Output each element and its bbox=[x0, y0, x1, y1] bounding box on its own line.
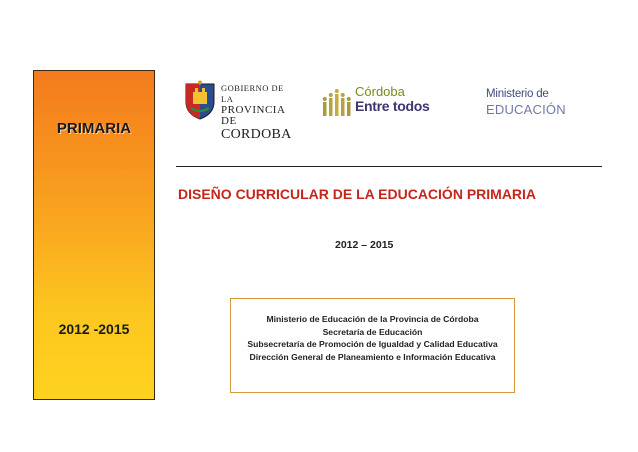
sidebar-years: 2012 -2015 bbox=[58, 321, 130, 337]
cordoba-entre-todos-logo bbox=[321, 84, 431, 120]
ministerio-line-1: Ministerio de bbox=[486, 88, 549, 100]
sidebar-panel bbox=[33, 70, 155, 400]
info-line: Ministerio de Educación de la Provincia de Córdoba bbox=[266, 314, 479, 324]
info-line: Secretaría de Educación bbox=[322, 326, 423, 337]
gobierno-line-1: GOBIERNO DE LA bbox=[221, 83, 284, 104]
document-years: 2012 – 2015 bbox=[335, 239, 394, 251]
gobierno-line-3: CORDOBA bbox=[221, 127, 292, 142]
ministerio-educacion-logo bbox=[486, 88, 566, 122]
provincial-shield-icon bbox=[183, 80, 217, 120]
ministerio-line-2: EDUCACIÓN bbox=[486, 102, 566, 117]
header-divider bbox=[176, 166, 602, 167]
gobierno-cordoba-logo bbox=[183, 80, 292, 142]
gobierno-line-2: PROVINCIA DE bbox=[221, 104, 285, 127]
people-bars-icon bbox=[321, 84, 353, 118]
institution-info-box bbox=[230, 298, 515, 393]
info-line: Dirección General de Planeamiento e Información Educativa bbox=[249, 351, 496, 362]
document-title: DISEÑO CURRICULAR DE LA EDUCACIÓN PRIMARIA bbox=[178, 186, 537, 202]
entre-todos-line-2: Entre todos bbox=[355, 98, 430, 114]
entre-todos-line-1: Córdoba bbox=[355, 84, 405, 99]
info-line: Subsecretaría de Promoción de Igualdad y Calidad Educativa bbox=[247, 339, 498, 349]
sidebar-title: PRIMARIA bbox=[56, 120, 132, 137]
